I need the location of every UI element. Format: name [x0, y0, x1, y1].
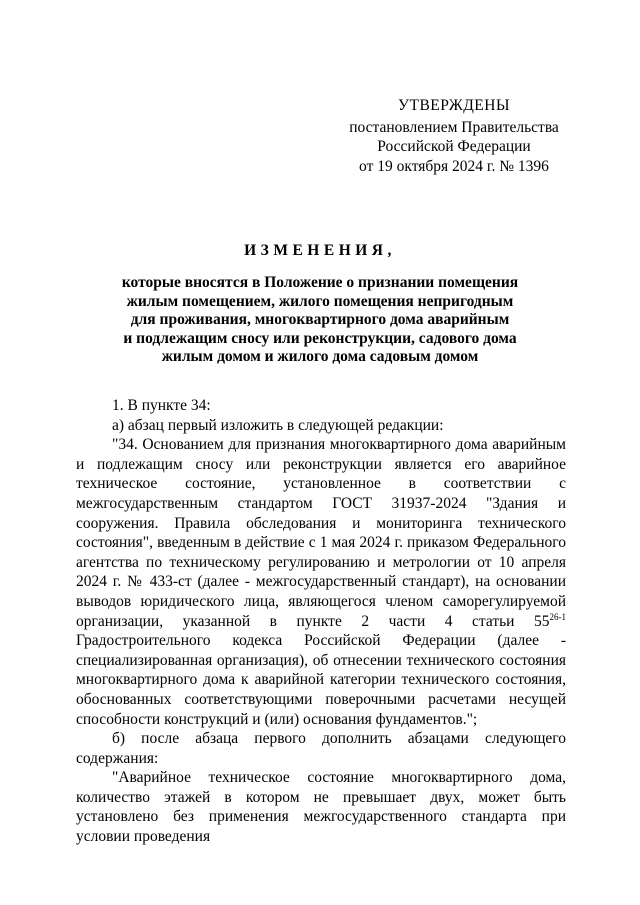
document-body [76, 396, 566, 847]
article-superscript: 26-1 [549, 611, 566, 622]
approval-title: УТВЕРЖДЕНЫ [398, 97, 510, 114]
quote-34-text-continued: Градостроительного кодекса Российской Федерации (далее - специализированная организация), об отнесении технического состояния многоквартирного дома к аварийной категории технического состояния, обоснованных соответствующими поверочными расчетами несущей способности конструкций и (или) основания фундаментов."; [76, 632, 566, 728]
document-heading [60, 242, 580, 367]
heading-line: и подлежащим сносу или реконструкции, садового дома [123, 329, 517, 347]
approval-line-1: постановлением Правительства [349, 118, 559, 136]
heading-line: для проживания, многоквартирного дома аварийным [130, 311, 510, 328]
heading-line: жилым домом и жилого дома садовым домом [161, 348, 479, 365]
approval-stamp [330, 96, 578, 176]
sub-item-b-paragraph: б) после абзаца первого дополнить абзацами следующего содержания: [76, 730, 566, 767]
quote-34-text: "34. Основанием для признания многоквартирного дома аварийным и подлежащим сносу или реконструкции является его аварийное техническое состояние, установленное в соответствии с межгосударственным стандартом ГОСТ 31937-2024 "Здания и сооружения. Правила обследования и мониторинга технического состояния", введенным в действие с 1 мая 2024 г. приказом Федерального агентства по техническому регулированию и метрологии от 10 апреля 2024 г. № 433-ст (далее - межгосударственный стандарт), на основании выводов юридического лица, являющегося членом саморегулируемой организации, указанной в пункте 2 части 4 статьи 55 [76, 436, 566, 630]
approval-line-2: Российской Федерации [377, 138, 531, 155]
quoted-paragraph-34 [76, 435, 566, 729]
heading-title: ИЗМЕНЕНИЯ, [244, 242, 396, 259]
approval-line-3: от 19 октября 2024 г. № 1396 [359, 157, 549, 175]
sub-item-a-paragraph: а) абзац первый изложить в следующей редакции: [112, 416, 444, 434]
quoted-paragraph-new: "Аварийное техническое состояние многоквартирного дома, количество этажей в котором не превышает двух, может быть установлено без применения межгосударственного стандарта при условии проведения [76, 769, 566, 846]
item-1-paragraph: 1. В пункте 34: [112, 397, 211, 414]
heading-line: жилым помещением, жилого помещения непригодным [126, 292, 514, 310]
heading-line: которые вносятся в Положение о признании помещения [121, 274, 519, 291]
